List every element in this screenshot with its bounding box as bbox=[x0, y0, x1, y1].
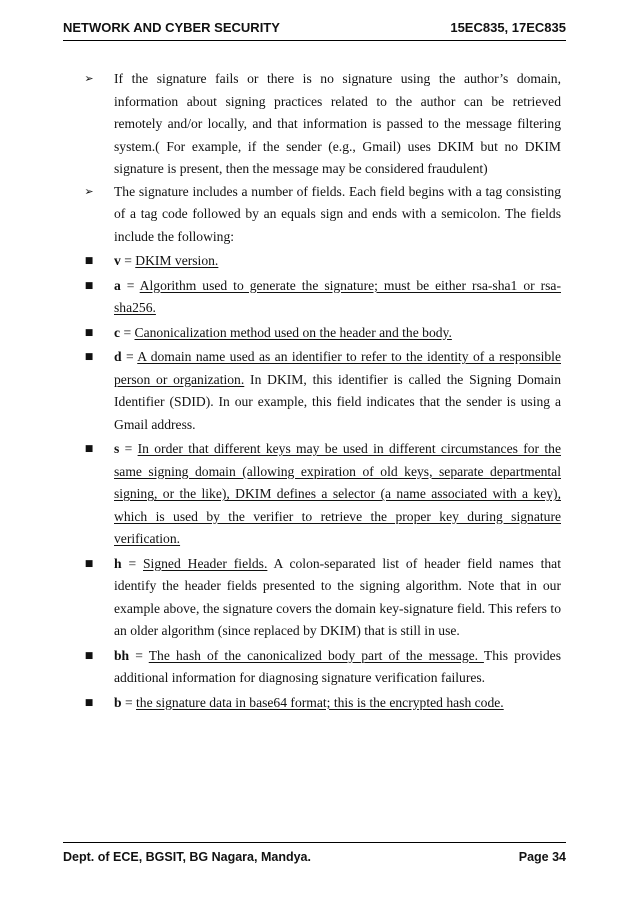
field-tag: v bbox=[114, 253, 121, 268]
field-definition: In order that different keys may be used in different circumstances for the same signing domain (allowing expiration of old keys, separate departmental signing, or the like), DKIM defines a selector (a name associated with a key), which is used by the verifier to retrieve the proper key during signature verification. bbox=[114, 441, 561, 546]
header-course-codes: 15EC835, 17EC835 bbox=[450, 20, 566, 35]
square-bullet-icon: ■ bbox=[84, 558, 94, 569]
header-title: NETWORK AND CYBER SECURITY bbox=[63, 20, 280, 35]
field-equals: = bbox=[121, 694, 137, 710]
paragraph-text: The signature includes a number of fields. Each field begins with a tag consisting of a tag code followed by an equals sign and ends with a semicolon. The fields include the following: bbox=[114, 183, 561, 244]
field-item-a bbox=[81, 275, 561, 320]
square-bullet-icon: ■ bbox=[84, 650, 94, 661]
arrow-bullet-icon: ➢ bbox=[84, 184, 94, 198]
field-definition: DKIM version. bbox=[135, 253, 219, 268]
field-tag: bh bbox=[114, 647, 130, 663]
page-footer bbox=[63, 850, 566, 864]
footer-department: Dept. of ECE, BGSIT, BG Nagara, Mandya. bbox=[63, 850, 311, 864]
field-item-h bbox=[81, 553, 561, 643]
arrow-item bbox=[81, 68, 561, 181]
field-equals: = bbox=[120, 277, 140, 293]
field-equals: = bbox=[120, 253, 136, 268]
field-description: This provides additional information for diagnosing signature verification failures. bbox=[114, 647, 561, 685]
page-body bbox=[81, 68, 561, 714]
field-definition: Algorithm used to generate the signature; must be either rsa-sha1 or rsa-sha256. bbox=[114, 277, 561, 315]
field-equals: = bbox=[119, 441, 138, 456]
field-tag: d bbox=[114, 349, 122, 364]
field-description: A colon-separated list of header field names that identify the header fields presented to the signing algorithm. Note that in our example above, the signature covers the domain key-signature field. This refers to an older algorithm (since replaced by DKIM) that is still in use. bbox=[114, 555, 561, 638]
square-bullet-icon: ■ bbox=[84, 352, 94, 362]
field-tag: c bbox=[114, 324, 121, 340]
arrow-item bbox=[81, 181, 561, 249]
page-number: Page 34 bbox=[518, 850, 566, 864]
square-bullet-icon: ■ bbox=[84, 327, 94, 338]
arrow-bullet-icon: ➢ bbox=[84, 72, 94, 85]
square-bullet-icon: ■ bbox=[84, 444, 94, 454]
square-bullet-icon: ■ bbox=[84, 697, 94, 708]
page-header bbox=[63, 20, 566, 35]
field-definition: The hash of the canonicalized body part of the message. bbox=[148, 647, 484, 663]
field-equals: = bbox=[129, 647, 149, 663]
field-tag: b bbox=[114, 694, 122, 710]
field-definition: A domain name used as an identifier to refer to the identity of a responsible person or organization. bbox=[114, 349, 561, 387]
field-item-d bbox=[81, 346, 561, 436]
field-tag: a bbox=[114, 277, 121, 293]
field-equals: = bbox=[121, 555, 143, 571]
field-definition: the signature data in base64 format; this is the encrypted hash code. bbox=[136, 694, 504, 710]
field-equals: = bbox=[121, 349, 138, 364]
field-definition: Canonicalization method used on the header and the body. bbox=[134, 324, 452, 340]
footer-rule bbox=[63, 842, 566, 843]
square-bullet-icon: ■ bbox=[84, 280, 94, 291]
field-equals: = bbox=[120, 324, 135, 340]
field-item-b bbox=[81, 692, 561, 715]
paragraph-text: If the signature fails or there is no signature using the author’s domain, information about signing practices related to the author can be retrieved remotely and/or locally, and that information is passed to the message filtering system.( For example, if the sender (e.g., Gmail) uses DKIM but no DKIM signature is present, then the message may be considered fraudulent) bbox=[114, 71, 561, 176]
square-bullet-icon: ■ bbox=[84, 256, 94, 266]
header-rule bbox=[63, 40, 566, 41]
field-tag: h bbox=[114, 555, 122, 571]
field-item-c bbox=[81, 322, 561, 345]
field-item-v bbox=[81, 250, 561, 273]
field-definition: Signed Header fields. bbox=[143, 555, 268, 571]
field-item-s bbox=[81, 438, 561, 551]
field-description: In DKIM, this identifier is called the Signing Domain Identifier (SDID). In our example, this field indicates that the sender is using a Gmail address. bbox=[114, 371, 561, 432]
field-tag: s bbox=[114, 441, 120, 456]
field-item-bh bbox=[81, 645, 561, 690]
